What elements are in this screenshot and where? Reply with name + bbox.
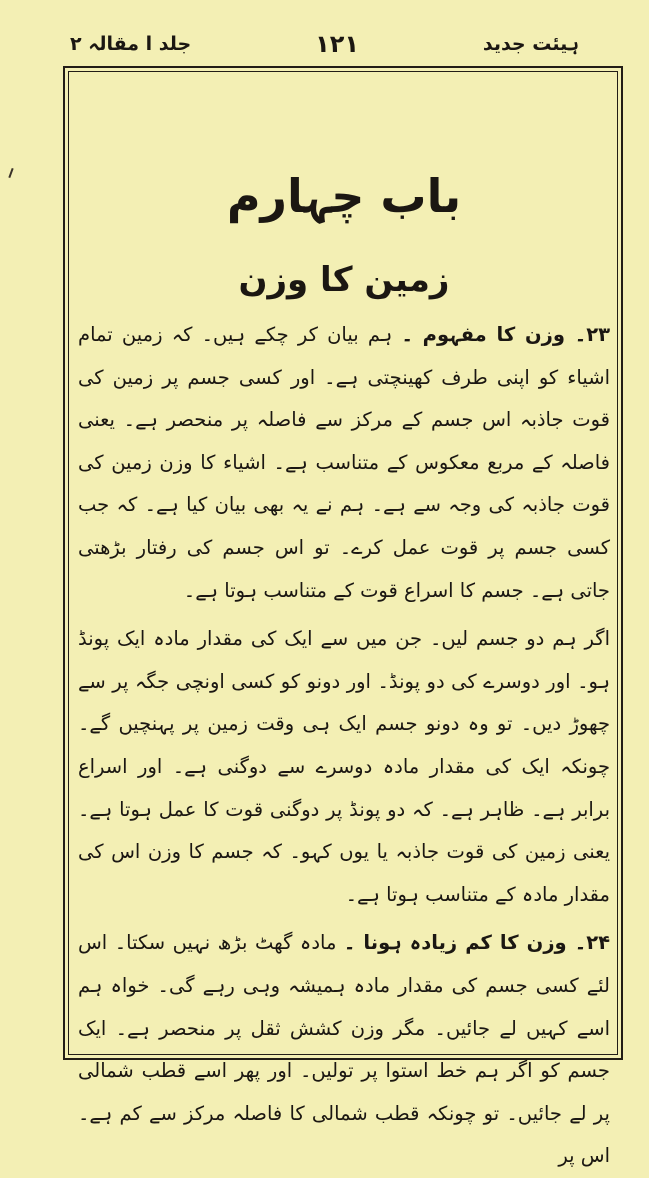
paragraph-heading: ۲۳۔ وزن کا مفہوم ۔ bbox=[401, 323, 610, 346]
paragraph-weight-variation bbox=[72, 922, 616, 1178]
paragraph-text: ہم بیان کر چکے ہیں۔ کہ زمین تمام اشیاء کو اپنی طرف کھینچتی ہے۔ اور کسی جسم پر زمین کی قوت جاذبہ اس جسم کے مرکز سے فاصلہ پر منحصر ہے۔ یعنی فاصلہ کے مربع معکوس کے متناسب ہے۔ اشیاء کا وزن زمین کی قوت جاذبہ کی وجہ سے ہے۔ ہم نے یہ بھی بیان کیا ہے۔ کہ جب کسی جسم پر قوت عمل کرے۔ تو اس جسم کی رفتار بڑھتی جاتی ہے۔ جسم کا اسراع قوت کے متناسب ہوتا ہے۔ bbox=[78, 323, 610, 602]
paragraph-heading: ۲۴۔ وزن کا کم زیادہ ہونا ۔ bbox=[343, 931, 611, 955]
running-head bbox=[70, 26, 579, 62]
paragraph-two-bodies bbox=[72, 618, 616, 916]
page-content bbox=[72, 166, 616, 1178]
book-title: ہیئت جدید bbox=[482, 33, 579, 55]
margin-mark bbox=[8, 168, 13, 178]
paragraph-text: اگر ہم دو جسم لیں۔ جن میں سے ایک کی مقدار مادہ ایک پونڈ ہو۔ اور دوسرے کی دو پونڈ۔ اور دونو کو کسی اونچی جگہ پر سے چھوڑ دیں۔ تو وہ دونو جسم ایک ہی وقت زمین پر پہنچیں گے۔ چونکہ ایک کی مقدار مادہ دوسرے سے دوگنی ہے۔ اور اسراع برابر ہے۔ ظاہر ہے۔ کہ دو پونڈ پر دوگنی قوت کا عمل ہوتا ہے۔ یعنی زمین کی قوت جاذبہ یا یوں کہو۔ کہ جسم کا وزن اس کی مقدار مادہ کے متناسب ہوتا ہے۔ bbox=[78, 627, 610, 906]
chapter-title: باب چہارم bbox=[226, 169, 462, 223]
volume-label: جلد ا مقالہ ۲ bbox=[70, 33, 192, 55]
section-title: زمین کا وزن bbox=[238, 260, 450, 300]
paragraph-text: مادہ گھٹ بڑھ نہیں سکتا۔ اس لئے کسی جسم کی مقدار مادہ ہمیشہ وہی رہے گی۔ خواہ ہم اسے کہیں لے جائیں۔ مگر وزن کشش ثقل پر منحصر ہے۔ ایک جسم کو اگر ہم خط استوا پر تولیں۔ اور پھر اسے قطب شمالی پر لے جائیں۔ تو چونکہ قطب شمالی کا فاصلہ مرکز سے کم ہے۔ اس پر bbox=[78, 931, 610, 1168]
page-number: ۱۲۱ bbox=[315, 30, 360, 58]
paragraph-weight-meaning bbox=[72, 314, 616, 612]
